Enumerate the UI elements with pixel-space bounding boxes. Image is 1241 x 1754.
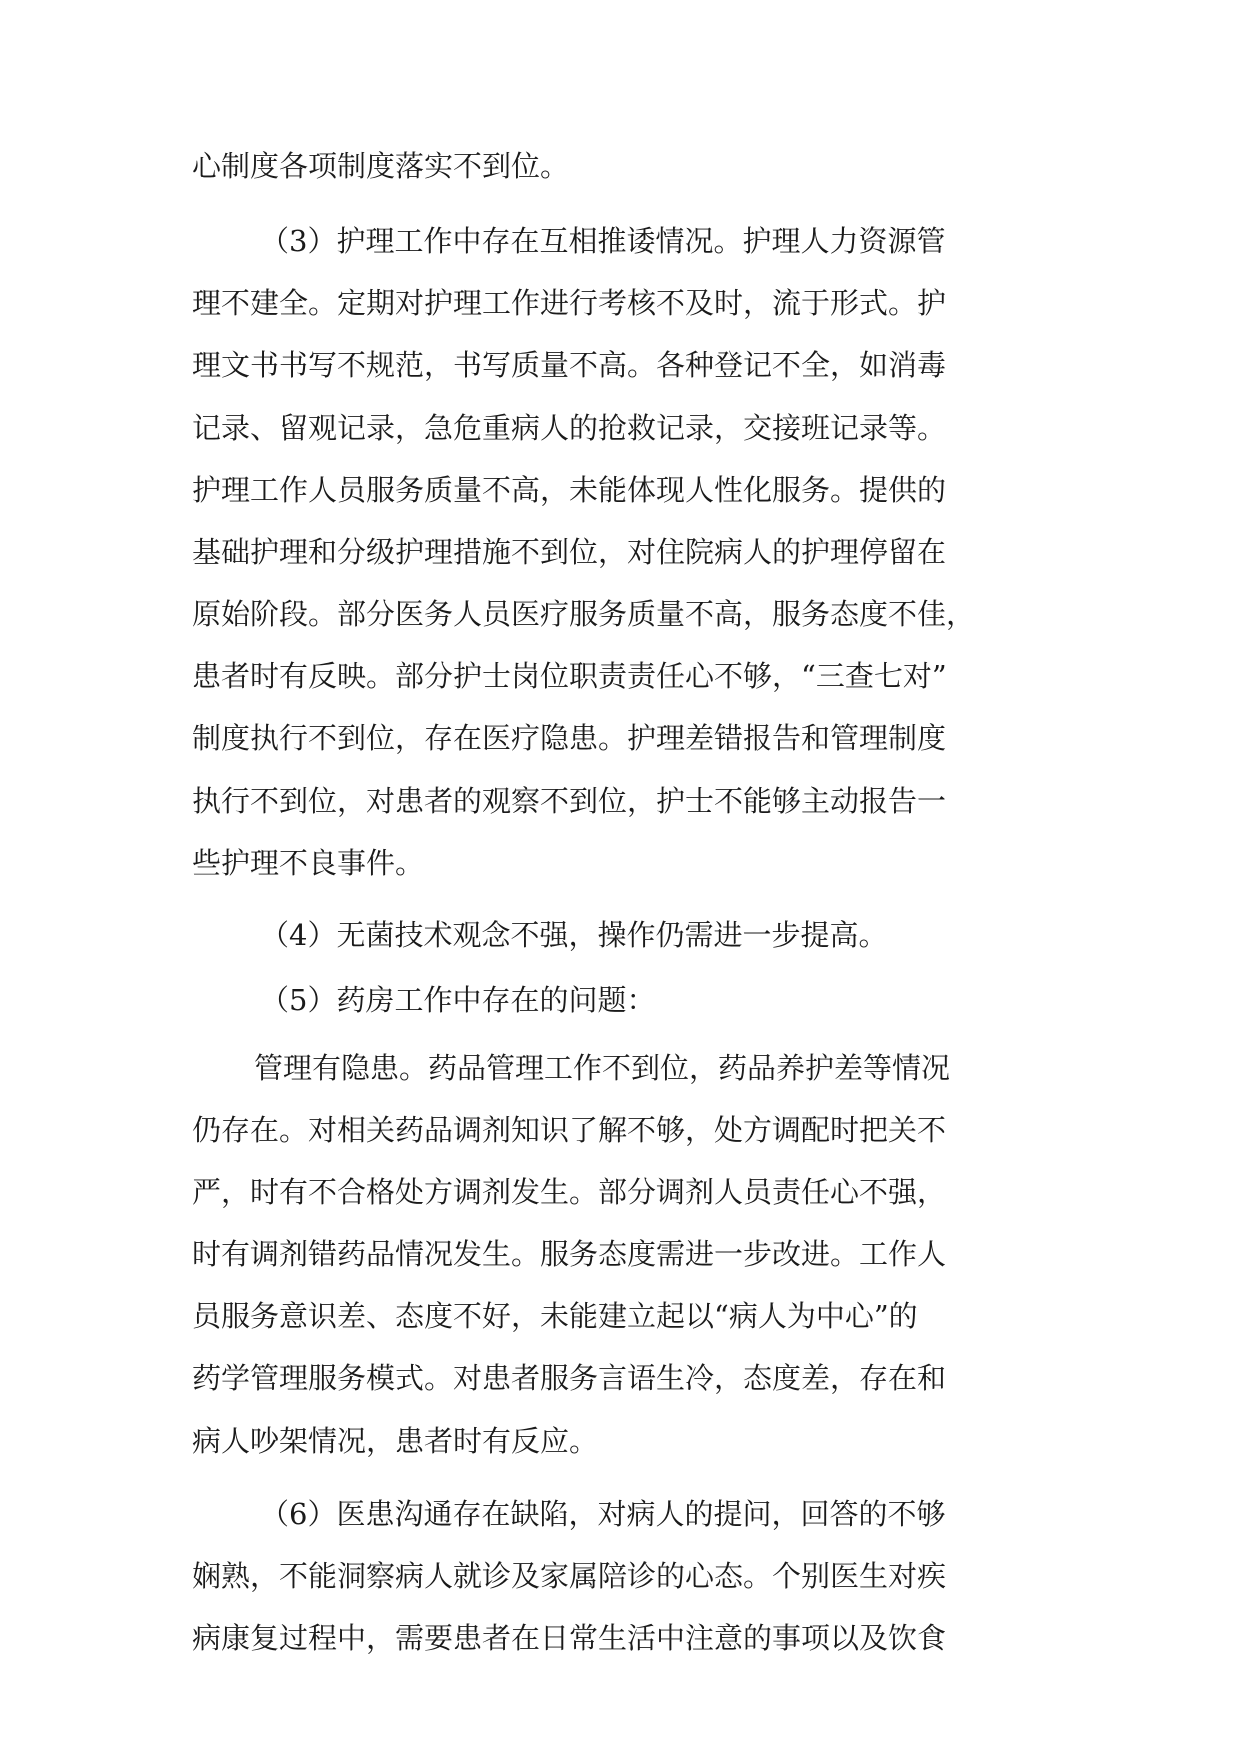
text-line: 管理有隐患。药品管理工作不到位，药品养护差等情况: [254, 1051, 951, 1085]
text-line: 员服务意识差、态度不好，未能建立起以“病人为中心”的: [192, 1299, 918, 1333]
text-line: 基础护理和分级护理措施不到位，对住院病人的护理停留在: [192, 535, 947, 569]
text-line: 病康复过程中，需要患者在日常生活中注意的事项以及饮食: [192, 1621, 947, 1655]
text-line: 记录、留观记录，急危重病人的抢救记录，交接班记录等。: [192, 411, 947, 445]
text-line: 患者时有反映。部分护士岗位职责责任心不够，“三查七对”: [192, 659, 947, 693]
text-line: 执行不到位，对患者的观察不到位，护士不能够主动报告一: [192, 784, 947, 818]
text-line: 药学管理服务模式。对患者服务言语生冷，态度差，存在和: [192, 1361, 947, 1395]
text-line: 心制度各项制度落实不到位。: [192, 149, 570, 183]
text-line: （3）护理工作中存在互相推诿情况。护理人力资源管: [260, 224, 946, 258]
text-line: （6）医患沟通存在缺陷，对病人的提问，回答的不够: [260, 1497, 946, 1531]
text-line: 仍存在。对相关药品调剂知识了解不够，处方调配时把关不: [192, 1113, 947, 1147]
text-line: 严，时有不合格处方调剂发生。部分调剂人员责任心不强，: [192, 1175, 947, 1209]
text-line: 理文书书写不规范，书写质量不高。各种登记不全，如消毒: [192, 348, 947, 382]
text-line: 制度执行不到位，存在医疗隐患。护理差错报告和管理制度: [192, 721, 947, 755]
text-line: 原始阶段。部分医务人员医疗服务质量不高，服务态度不佳，: [192, 597, 976, 631]
text-line: 时有调剂错药品情况发生。服务态度需进一步改进。工作人: [192, 1237, 947, 1271]
text-line: 理不建全。定期对护理工作进行考核不及时，流于形式。护: [192, 286, 947, 320]
text-line: 病人吵架情况，患者时有反应。: [192, 1424, 599, 1458]
text-line: （5）药房工作中存在的问题：: [260, 983, 656, 1017]
text-line: 娴熟，不能洞察病人就诊及家属陪诊的心态。个别医生对疾: [192, 1559, 947, 1593]
text-line: 护理工作人员服务质量不高，未能体现人性化服务。提供的: [192, 473, 947, 507]
text-line: 些护理不良事件。: [192, 846, 425, 880]
text-line: （4）无菌技术观念不强，操作仍需进一步提高。: [260, 918, 888, 952]
